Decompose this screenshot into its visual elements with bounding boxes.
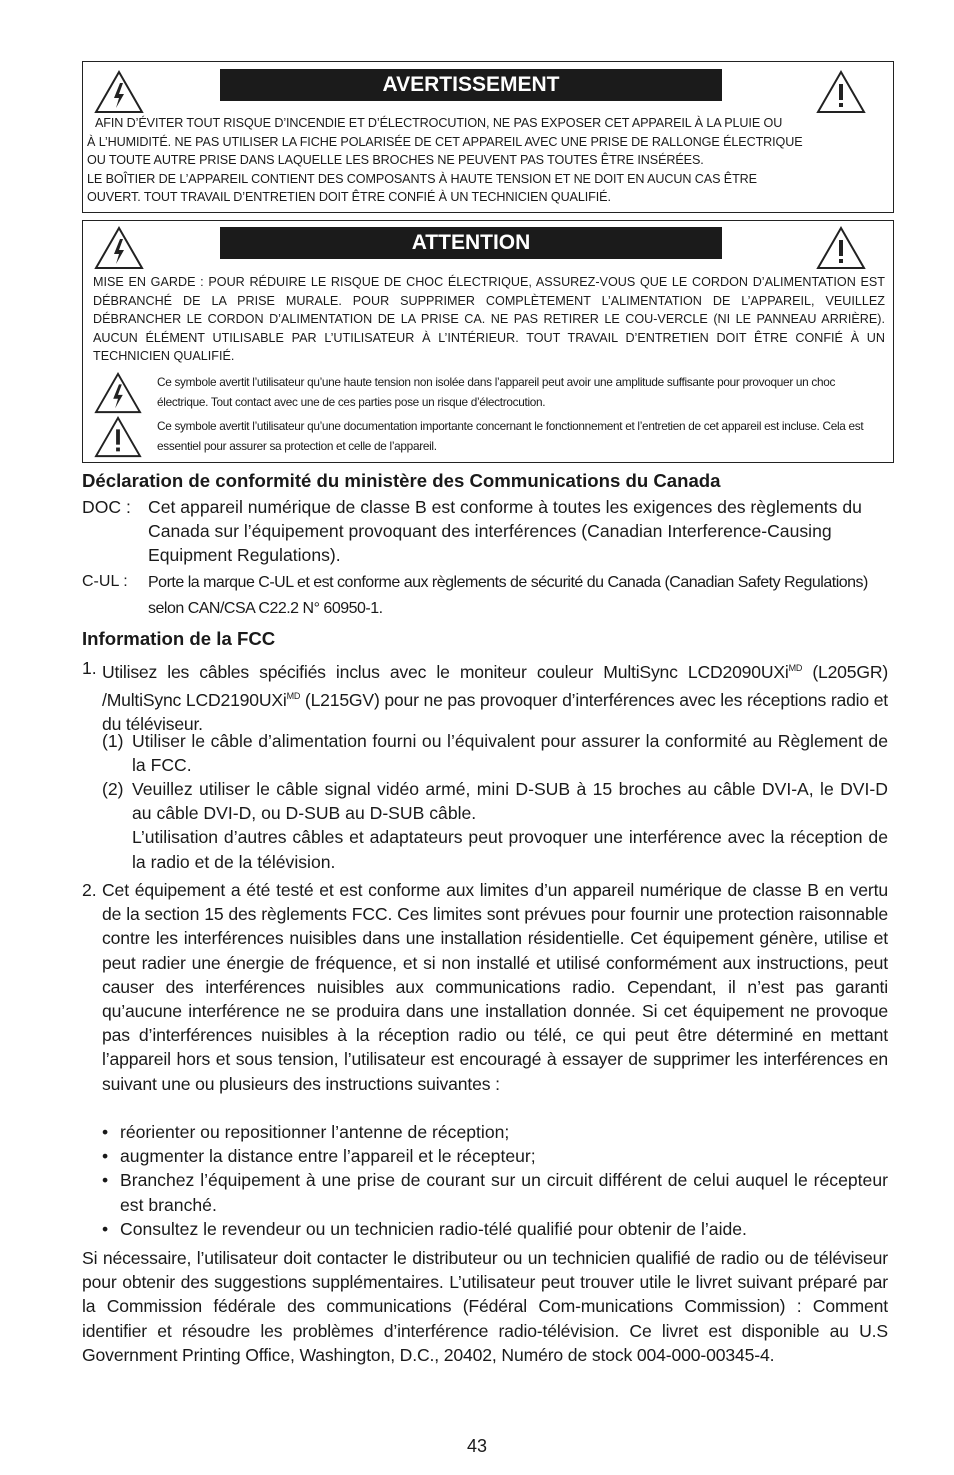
fcc-item1-number: 1.: [82, 658, 97, 678]
bullet-item: [102, 1217, 888, 1241]
fcc-item1-text: [102, 656, 888, 736]
bullet-item: [102, 1168, 888, 1216]
bullet-dot: •: [102, 1146, 109, 1167]
bullet-text: Consultez le revendeur ou un technicien radio-télé qualifié pour obtenir de l’aide.: [120, 1218, 747, 1239]
voltage-symbol-note: [93, 371, 885, 413]
fcc-sub1-number: (1): [102, 731, 124, 751]
exclamation-icon: [815, 225, 867, 271]
cul-text: Porte la marque C-UL et est conforme aux règlements de sécurité du Canada (Canadian Safety Regulations) selon CAN/CSA C22.2 N° 60950-1.: [148, 574, 868, 617]
doc-label: DOC :: [82, 497, 131, 517]
page-number: 43: [466, 1436, 488, 1456]
warning-box: [82, 61, 894, 213]
warning-line: À L’HUMIDITÉ. NE PAS UTILISER LA FICHE POLARISÉE DE CET APPAREIL AVEC UNE PRISE DE RALLONGE ÉLECTRIQUE: [87, 134, 803, 149]
doc-symbol-note: [93, 415, 885, 457]
bullet-dot: •: [102, 1122, 109, 1142]
fcc-item1-part1: Utilisez les câbles spécifiés inclus avec le moniteur couleur MultiSync LCD2090UXi: [102, 661, 789, 682]
warning-title: AVERTISSEMENT: [220, 69, 722, 101]
fcc-item1-part3: (L215GV) pour ne pas provoquer d’interférences avec les réceptions radio et du téléviseur.: [102, 689, 888, 735]
warning-line: OUVERT. TOUT TRAVAIL D’ENTRETIEN DOIT ÊTRE CONFIÉ À UN TECHNICIEN QUALIFIÉ.: [87, 190, 611, 204]
attention-text: MISE EN GARDE : POUR RÉDUIRE LE RISQUE DE CHOC ÉLECTRIQUE, ASSUREZ-VOUS QUE LE CORDON D’ALIMENTATION EST DÉBRANCHÉ DE LA PRISE MURALE. POUR SUPPRIMER COMPLÈTEMENT L’ALIMENTATION DE L’APPAREIL, VEUILLEZ DÉBRANCHER LE CORDON D’ALIMENTATION DE LA PRISE CA. NE PAS RETIRER LE COU-VERCLE (NI LE PANNEAU ARRIÈRE). AUCUN ÉLÉMENT UTILISABLE PAR L’UTILISATEUR À L’INTÉRIEUR. TOUT TRAVAIL D’ENTRETIEN DOIT ÊTRE CONFIÉ À UN TECHNICIEN QUALIFIÉ.: [93, 275, 885, 363]
warning-line: LE BOÎTIER DE L’APPAREIL CONTIENT DES COMPOSANTS À HAUTE TENSION ET NE DOIT EN AUCUN CAS ÊTRE: [87, 171, 757, 186]
trademark-sup: MD: [286, 691, 301, 702]
bullet-item: [102, 1120, 888, 1144]
bullet-list: [102, 1120, 888, 1241]
attention-title: ATTENTION: [220, 227, 722, 259]
fcc-item2-number: 2.: [82, 880, 97, 900]
high-voltage-icon: [93, 371, 143, 415]
exclamation-icon: [93, 415, 143, 459]
canada-heading: Déclaration de conformité du ministère des Communications du Canada: [82, 470, 721, 491]
attention-box: [82, 220, 894, 463]
warning-text: [87, 114, 889, 207]
warning-line: AFIN D’ÉVITER TOUT RISQUE D’INCENDIE ET D’ÉLECTROCUTION, NE PAS EXPOSER CET APPAREIL À LA PLUIE OU: [95, 116, 783, 130]
warning-line: OU TOUTE AUTRE PRISE DANS LAQUELLE LES BROCHES NE PEUVENT PAS TOUTES ÊTRE INSÉRÉES.: [87, 153, 704, 167]
exclamation-icon: [815, 69, 867, 115]
fcc-sub1-text: Utiliser le câble d’alimentation fourni ou l’équivalent pour assurer la conformité au Règlement de la FCC.: [132, 731, 888, 776]
fcc-sub2-number: (2): [102, 779, 124, 799]
doc-text: Cet appareil numérique de classe B est conforme à toutes les exigences des règlements du Canada sur l’équipement provoquant des interférences (Canadian Interference-Causing Equipment Regulations).: [148, 497, 862, 566]
fcc-sub2-para2: L’utilisation d’autres câbles et adaptateurs peut provoquer une interférence avec la réception de la radio et de la télévision.: [132, 827, 888, 872]
fcc-heading: Information de la FCC: [82, 628, 276, 649]
voltage-symbol-text: Ce symbole avertit l’utilisateur qu’une haute tension non isolée dans l’appareil peut avoir une amplitude suffisante pour provoquer un choc électrique. Tout contact avec une de ces parties pose un risque d’électrocution.: [157, 375, 836, 409]
fcc-sub2-text: [132, 777, 888, 874]
fcc-sub2-para1: Veuillez utiliser le câble signal vidéo armé, mini D-SUB à 15 broches au câble DVI-A, le DVI-D au câble DVI-D, ou D-SUB au D-SUB câble.: [132, 779, 888, 824]
bullet-text: augmenter la distance entre l’appareil et le récepteur;: [120, 1146, 536, 1167]
cul-label: C-UL :: [82, 573, 128, 590]
bullet-dot: •: [102, 1170, 109, 1191]
fcc-item2-text: Cet équipement a été testé et est conforme aux limites d’un appareil numérique de classe B en vertu de la section 15 des règlements FCC. Ces limites sont prévues pour fournir une protection raisonnable contre les interférences nuisibles dans une installation résidentielle. Cet équipement génère, utilise et peut radier une énergie de fréquence, et si non installé et utilisé conformément aux instructions, peut causer des interférences nuisibles aux communications radio. Cependant, il n’est pas garanti qu’aucune interférence ne se produira dans une installation donnée. Si cet équipement ne provoque pas d’interférences nuisibles à la réception radio ou télé, ce qui peut être déterminé en mettant l’appareil hors et sous tension, l’utilisateur est encouragé à essayer de supprimer les interférences en suivant une ou plusieurs des instructions suivantes :: [102, 880, 888, 1094]
doc-symbol-text: Ce symbole avertit l’utilisateur qu’une documentation importante concernant le fonctionnement et l’entretien de cet appareil est incluse. Cela est essentiel pour assurer sa protection et celle de l’appareil.: [157, 419, 864, 453]
fcc-closing-paragraph: Si nécessaire, l’utilisateur doit contacter le distributeur ou un technicien qualifié de radio ou de téléviseur pour obtenir des suggestions supplémentaires. L’utilisateur peut trouver utile le livret suivant préparé par la Commission fédérale des communications (Fédéral Com-munications Commission) : Comment identifier et résoudre les problèmes d’interférence radio-télévision. Ce livret est disponible au U.S Government Printing Office, Washington, D.C., 20402, Numéro de stock 004-000-00345-4.: [82, 1248, 888, 1365]
bullet-text: Branchez l’équipement à une prise de courant sur un circuit différent de celui auquel le récepteur est branché.: [120, 1170, 888, 1215]
fcc-item1-part2: (L205GR) /MultiSync LCD2190UXi: [102, 661, 888, 710]
bullet-text: réorienter ou repositionner l’antenne de réception;: [120, 1122, 510, 1142]
high-voltage-icon: [93, 225, 145, 271]
bullet-dot: •: [102, 1218, 109, 1239]
trademark-sup: MD: [788, 663, 803, 673]
high-voltage-icon: [93, 69, 145, 115]
bullet-item: [102, 1144, 888, 1168]
